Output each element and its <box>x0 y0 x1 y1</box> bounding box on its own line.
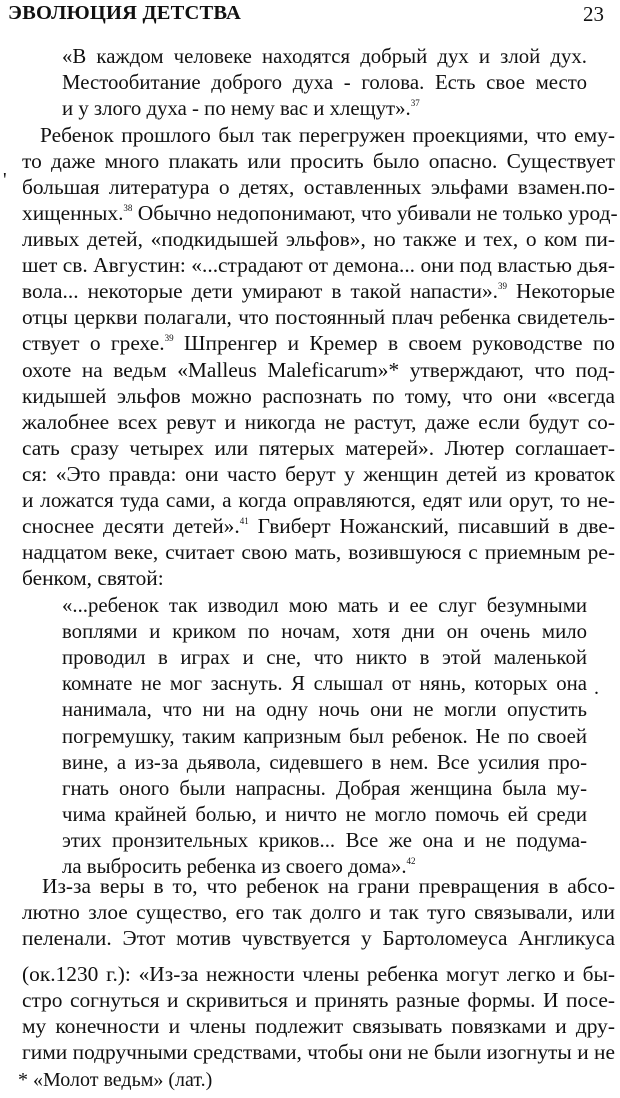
stray-dot-mark: . <box>594 677 599 699</box>
paragraph-line <box>22 1039 615 1065</box>
paragraph-line <box>22 565 615 591</box>
footnote-reference: 38 <box>123 203 133 213</box>
line-text-continued: Обычно недопонимают, что убивали не только урод- <box>132 201 618 225</box>
line-text: нанимала, что ни на одну ночь они не могли опустить <box>62 698 587 721</box>
line-text: ствует о грехе. <box>22 331 165 355</box>
line-text-continued: Гвиберт Ножанский, писавший в две- <box>248 514 615 538</box>
line-text: охоте на ведьм «Malleus Maleficarum»* утверждают, что под- <box>22 358 615 382</box>
line-text: ся: «Это правда: они часто берут у женщин детей из кроваток <box>22 462 615 486</box>
line-text: комнате не мог заснуть. Я слышал от нянь, которых она <box>62 672 587 695</box>
line-text: погремушку, таким капризным был ребенок. Не по своей <box>62 725 587 748</box>
line-text: бенком, святой: <box>22 566 164 590</box>
line-text: (ок.1230 г.): «Из-за нежности члены ребенка могут легко и бы- <box>22 962 615 986</box>
quote-line <box>62 724 587 750</box>
paragraph-line <box>42 873 615 899</box>
footnote-reference: 41 <box>239 516 249 526</box>
margin-tick-mark: ' <box>3 169 7 191</box>
line-text: и ложатся туда сами, а когда оправляются, едят или орут, то не- <box>22 488 615 512</box>
paragraph-line <box>22 148 615 174</box>
footnote-reference: 39 <box>498 281 507 291</box>
line-text: ливых детей, «подкидышей эльфов», но также и тех, о ком пи- <box>22 227 615 251</box>
quote-line <box>62 619 587 645</box>
line-text: проводил в играх и сне, что никто в этой маленькой <box>62 646 587 669</box>
line-text: вола... некоторые дети умирают в такой напасти». <box>22 279 498 303</box>
quote-line <box>62 828 587 854</box>
footnote-marker: * <box>18 1069 28 1091</box>
line-text: вине, а из-за дьявола, сидевшего в нем. Все усилия про- <box>62 751 587 774</box>
footnote-reference: 37 <box>410 98 420 108</box>
line-text: чима крайней болью, и ничто не могло помочь ей среди <box>62 803 587 826</box>
running-title: ЭВОЛЮЦИЯ ДЕТСТВА <box>8 2 241 24</box>
line-text: лютно злое существо, его так долго и так туго связывали, или <box>22 900 615 924</box>
paragraph-line <box>22 1013 615 1039</box>
line-text-continued: Некоторые <box>507 279 615 303</box>
footnote-text: «Молот ведьм» (лат.) <box>33 1069 213 1091</box>
footnote-reference: 42 <box>406 856 416 866</box>
paragraph-line <box>22 899 615 925</box>
line-text: и у злого духа - по нему вас и хлещут». <box>62 97 411 120</box>
paragraph-line <box>22 461 615 487</box>
paragraph-line <box>22 226 615 252</box>
quote-line <box>62 593 587 619</box>
line-text: «В каждом человеке находятся добрый дух и злой дух. <box>62 45 587 68</box>
paragraph-line <box>22 539 615 565</box>
paragraph-line <box>22 174 615 200</box>
quote-line <box>62 671 587 697</box>
line-text: стро согнуться и скривиться и принять разные формы. И посе- <box>22 988 615 1012</box>
paragraph-line <box>22 409 615 435</box>
line-text: жалобнее всех ревут и никогда не растут, даже если будут со- <box>22 410 615 434</box>
quote-line <box>62 776 587 802</box>
paragraph-line <box>22 357 615 383</box>
paragraph-line <box>22 987 615 1013</box>
line-text: гими подручными средствами, чтобы они не были изогнуты и не <box>22 1040 615 1064</box>
line-text: ла выбросить ребенка из своего дома». <box>62 855 407 878</box>
line-text: Местообитание доброго духа - голова. Есть свое место <box>62 71 587 94</box>
line-text: пеленали. Этот мотив чувствуется у Бартоломеуса Англикуса <box>22 926 615 950</box>
page-number: 23 <box>583 2 604 26</box>
footnote-reference: 39 <box>164 333 174 343</box>
paragraph-line <box>22 435 615 461</box>
line-text: Ребенок прошлого был так перегружен проекциями, что ему- <box>40 123 615 147</box>
line-text: «...ребенок так изводил мою мать и ее слуг безумными <box>62 594 587 617</box>
paragraph-line <box>22 278 615 304</box>
footnote <box>18 1067 212 1093</box>
paragraph-line <box>22 330 615 356</box>
quote-line <box>62 44 587 70</box>
line-text: кидышей эльфов можно распознать по тому, что они «всегда <box>22 384 615 408</box>
line-text: этих пронзительных криков... Все же она и не подума- <box>62 829 587 852</box>
line-text: хищенных. <box>22 201 124 225</box>
line-text: гнать оного были напрасны. Добрая женщина была му- <box>62 777 587 800</box>
quote-line <box>62 645 587 671</box>
quote-line <box>62 697 587 723</box>
paragraph-line <box>40 122 615 148</box>
quote-line <box>62 802 587 828</box>
paragraph-line <box>22 200 618 226</box>
line-text-continued: Шпренгер и Кремер в своем руководстве по <box>173 331 616 355</box>
line-text: сать сразу четырех или пятерых матерей». Лютер соглашает- <box>22 436 615 460</box>
page-header <box>8 2 604 32</box>
line-text: Из-за веры в то, что ребенок на грани превращения в абсо- <box>42 874 615 898</box>
line-text: то даже много плакать или просить было опасно. Существует <box>22 149 615 173</box>
line-text: отцы церкви полагали, что постоянный плач ребенка свидетель- <box>22 305 615 329</box>
quote-line <box>62 750 587 776</box>
paragraph-line <box>22 487 615 513</box>
paragraph-line <box>22 383 615 409</box>
line-text: сноснее десяти детей». <box>22 514 240 538</box>
line-text: му конечности и члены подлежит связывать повязками и дру- <box>22 1014 615 1038</box>
paragraph-line <box>22 925 615 951</box>
line-text: большая литература о детях, оставленных эльфами взамен.по- <box>22 175 615 199</box>
line-text: надцатом веке, считает свою мать, возившуюся с приемным ре- <box>22 540 615 564</box>
paragraph-line <box>22 513 615 539</box>
paragraph-line <box>22 961 615 987</box>
quote-line <box>62 70 587 96</box>
line-text: шет св. Августин: «...страдают от демона... они под властью дья- <box>22 253 615 277</box>
paragraph-line <box>22 304 615 330</box>
quote-line <box>62 96 587 122</box>
line-text: воплями и криком по ночам, хотя дни он очень мило <box>62 620 587 643</box>
paragraph-line <box>22 252 615 278</box>
